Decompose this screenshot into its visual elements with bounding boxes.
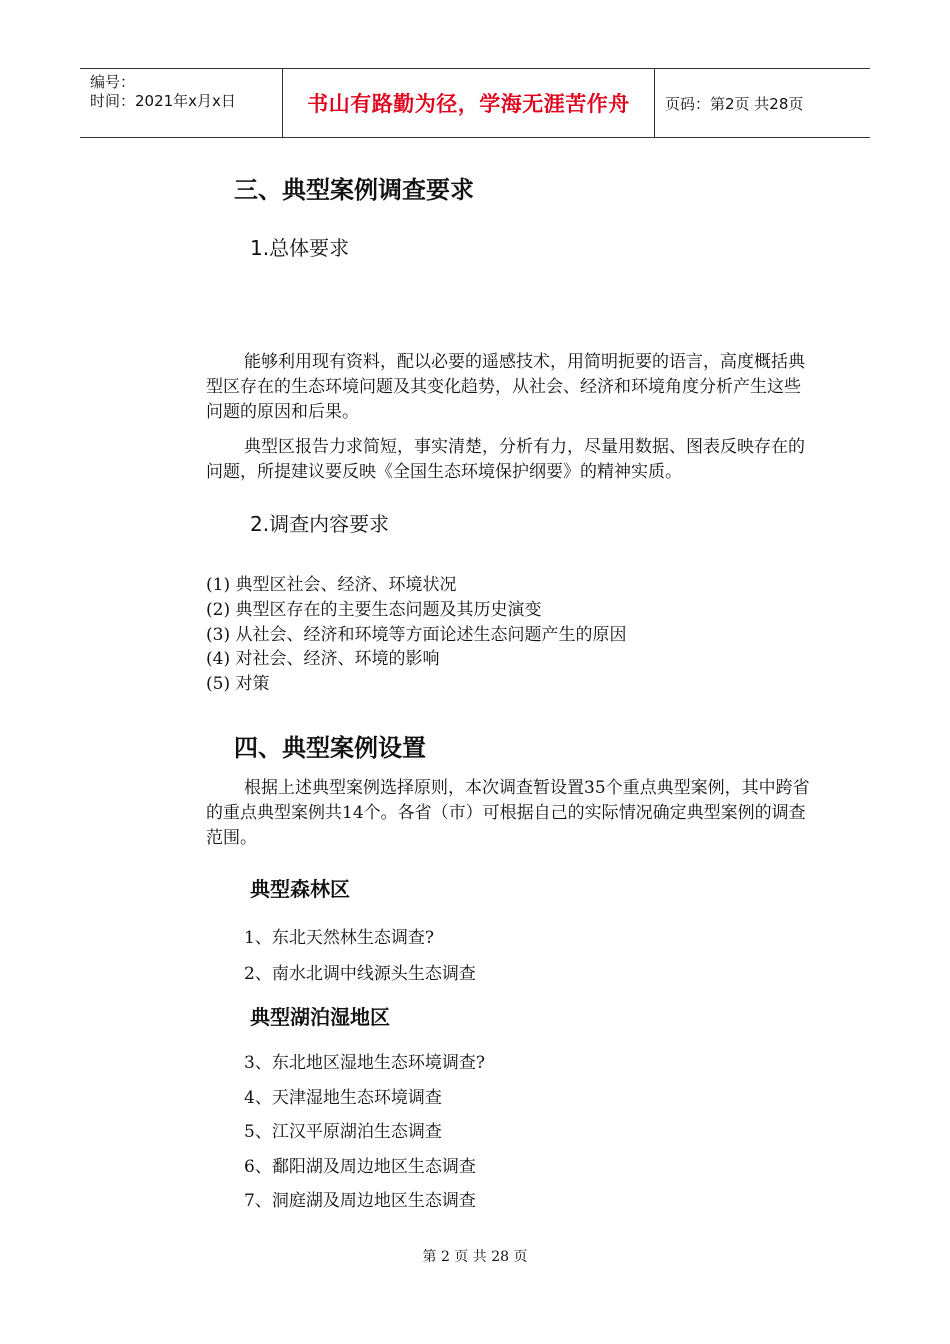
list-item: 5、江汉平原湖泊生态调查 <box>244 1122 442 1142</box>
header-meta <box>80 69 282 137</box>
forest-title: 典型森林区 <box>250 877 350 901</box>
section3-para1: 能够利用现有资料，配以必要的遥感技术，用简明扼要的语言，高度概括典型区存在的生态环境问题及其变化趋势，从社会、经济和环境角度分析产生这些问题的原因和后果。 <box>206 352 805 422</box>
list-item: (2) 典型区存在的主要生态问题及其历史演变 <box>206 599 542 620</box>
time-label: 时间：2021年x月x日 <box>90 92 236 110</box>
page-footer: 第 2 页 共 28 页 <box>422 1249 528 1265</box>
survey-content-list <box>206 573 626 697</box>
list-item: 3、东北地区湿地生态环境调查? <box>244 1053 485 1073</box>
section3-title: 三、典型案例调查要求 <box>234 176 474 204</box>
number-label: 编号： <box>90 73 136 91</box>
header-motto: 书山有路勤为径，学海无涯苦作舟 <box>307 92 630 116</box>
list-item: 2、南水北调中线源头生态调查 <box>244 964 476 984</box>
list-item: (1) 典型区社会、经济、环境状况 <box>206 575 457 595</box>
forest-list <box>244 920 476 992</box>
list-item: 7、洞庭湖及周边地区生态调查 <box>244 1191 476 1211</box>
list-item: (3) 从社会、经济和环境等方面论述生态问题产生的原因 <box>206 624 627 645</box>
header-page-info: 页码：第2页 共28页 <box>665 94 804 113</box>
list-item: 1、东北天然林生态调查? <box>244 928 434 948</box>
page-header <box>80 68 870 138</box>
list-item: 4、天津湿地生态环境调查 <box>244 1087 442 1108</box>
section3-sub2-title: 2.调查内容要求 <box>250 512 390 536</box>
list-item: (5) 对策 <box>206 674 270 695</box>
section4-para: 根据上述典型案例选择原则，本次调查暂设置35个重点典型案例，其中跨省的重点典型案例共14个。各省（市）可根据自己的实际情况确定典型案例的调查范围。 <box>206 778 810 848</box>
wetland-title: 典型湖泊湿地区 <box>250 1005 390 1029</box>
header-motto-cell <box>282 69 655 137</box>
list-item: 6、鄱阳湖及周边地区生态调查 <box>244 1156 476 1177</box>
wetland-list <box>244 1046 485 1219</box>
section4-title: 四、典型案例设置 <box>234 734 426 762</box>
list-item: (4) 对社会、经济、环境的影响 <box>206 649 440 670</box>
section3-sub1-title: 1.总体要求 <box>250 236 350 260</box>
section3-para2: 典型区报告力求简短，事实清楚，分析有力，尽量用数据、图表反映存在的问题，所提建议要反映《全国生态环境保护纲要》的精神实质。 <box>206 437 805 482</box>
